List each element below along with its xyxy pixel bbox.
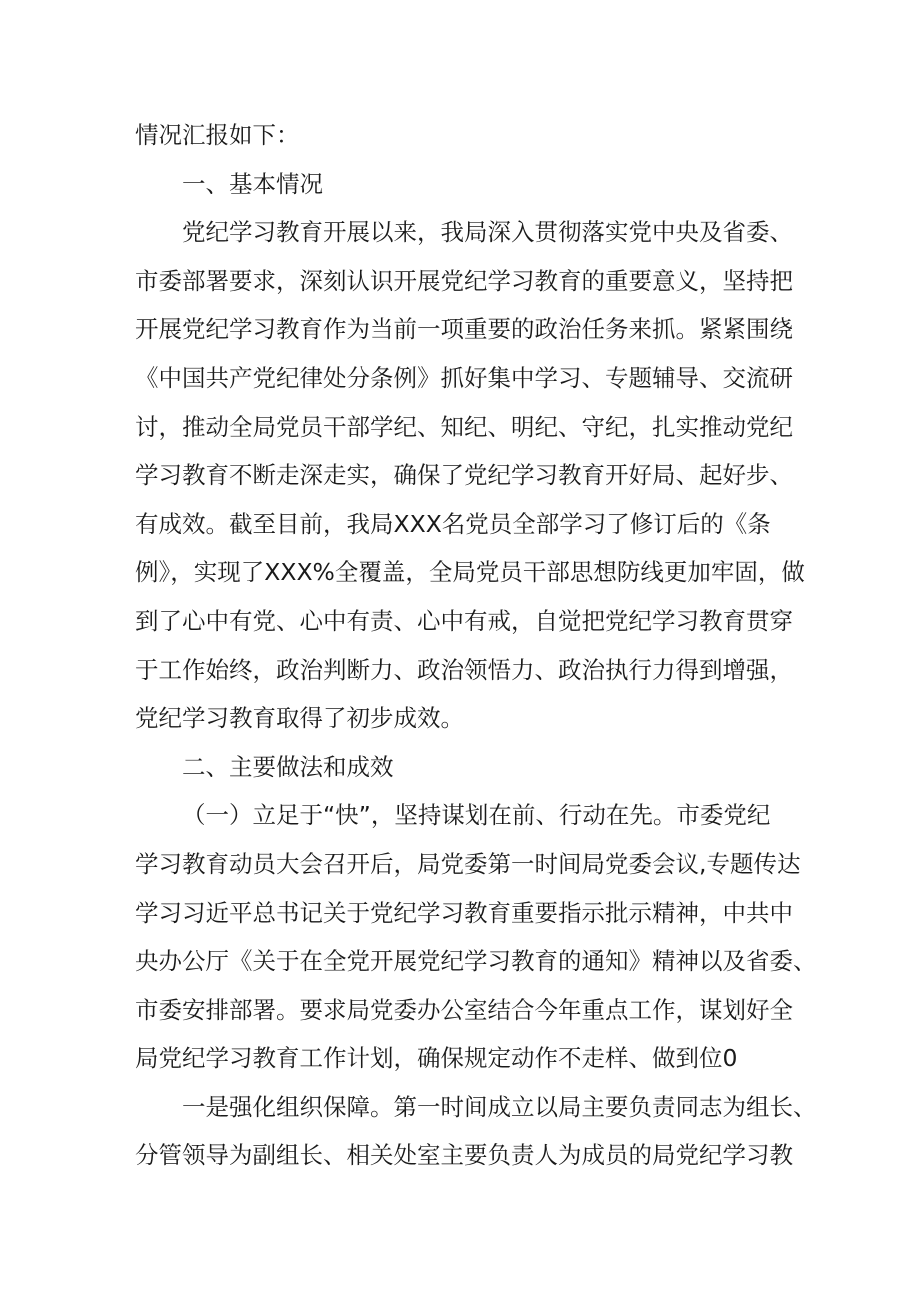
paragraph-line: 情况汇报如下： <box>135 121 300 149</box>
section-heading: 二、主要做法和成效 <box>182 752 394 781</box>
paragraph-line: 有成效。截至目前，我局XXX名党员全部学习了修订后的《条 <box>135 509 771 538</box>
paragraph-line: 于工作始终，政治判断力、政治领悟力、政治执行力得到增强， <box>135 655 793 684</box>
document-body <box>135 111 817 1180</box>
paragraph-line: 《中国共产党纪律处分条例》抓好集中学习、专题辅导、交流研 <box>135 363 793 392</box>
subsection-heading: （一）立足于“快”，坚持谋划在前、行动在先。市委党纪 <box>182 801 771 830</box>
paragraph-line: 一是强化组织保障。第一时间成立以局主要负责同志为组长、 <box>182 1092 817 1121</box>
paragraph-line: 开展党纪学习教育作为当前一项重要的政治任务来抓。紧紧围绕 <box>135 315 793 344</box>
paragraph-line: 讨，推动全局党员干部学纪、知纪、明纪、守纪，扎实推动党纪 <box>135 412 793 441</box>
paragraph-line: 学习教育不断走深走实，确保了党纪学习教育开好局、起好步、 <box>135 461 793 490</box>
paragraph-line: 分管领导为副组长、相关处室主要负责人为成员的局党纪学习教 <box>135 1141 793 1170</box>
paragraph-line: 市委安排部署。要求局党委办公室结合今年重点工作，谋划好全 <box>135 995 793 1024</box>
paragraph-line: 央办公厅《关于在全党开展党纪学习教育的通知》精神以及省委、 <box>135 947 817 976</box>
paragraph-line: 局党纪学习教育工作计划，确保规定动作不走样、做到位0 <box>135 1044 738 1073</box>
section-heading: 一、基本情况 <box>182 169 323 198</box>
paragraph-line: 到了心中有党、心中有责、心中有戒，自觉把党纪学习教育贯穿 <box>135 606 793 635</box>
paragraph-line: 例》，实现了XXX%全覆盖，全局党员干部思想防线更加牢固，做 <box>135 558 805 587</box>
paragraph-line: 党纪学习教育开展以来，我局深入贯彻落实党中央及省委、 <box>182 218 793 247</box>
paragraph-line: 学习教育动员大会召开后，局党委第一时间局党委会议,专题传达 <box>135 849 801 878</box>
paragraph-line: 学习习近平总书记关于党纪学习教育重要指示批示精神，中共中 <box>135 898 793 927</box>
paragraph-line: 党纪学习教育取得了初步成效。 <box>135 704 464 733</box>
paragraph-line: 市委部署要求，深刻认识开展党纪学习教育的重要意义，坚持把 <box>135 266 793 295</box>
